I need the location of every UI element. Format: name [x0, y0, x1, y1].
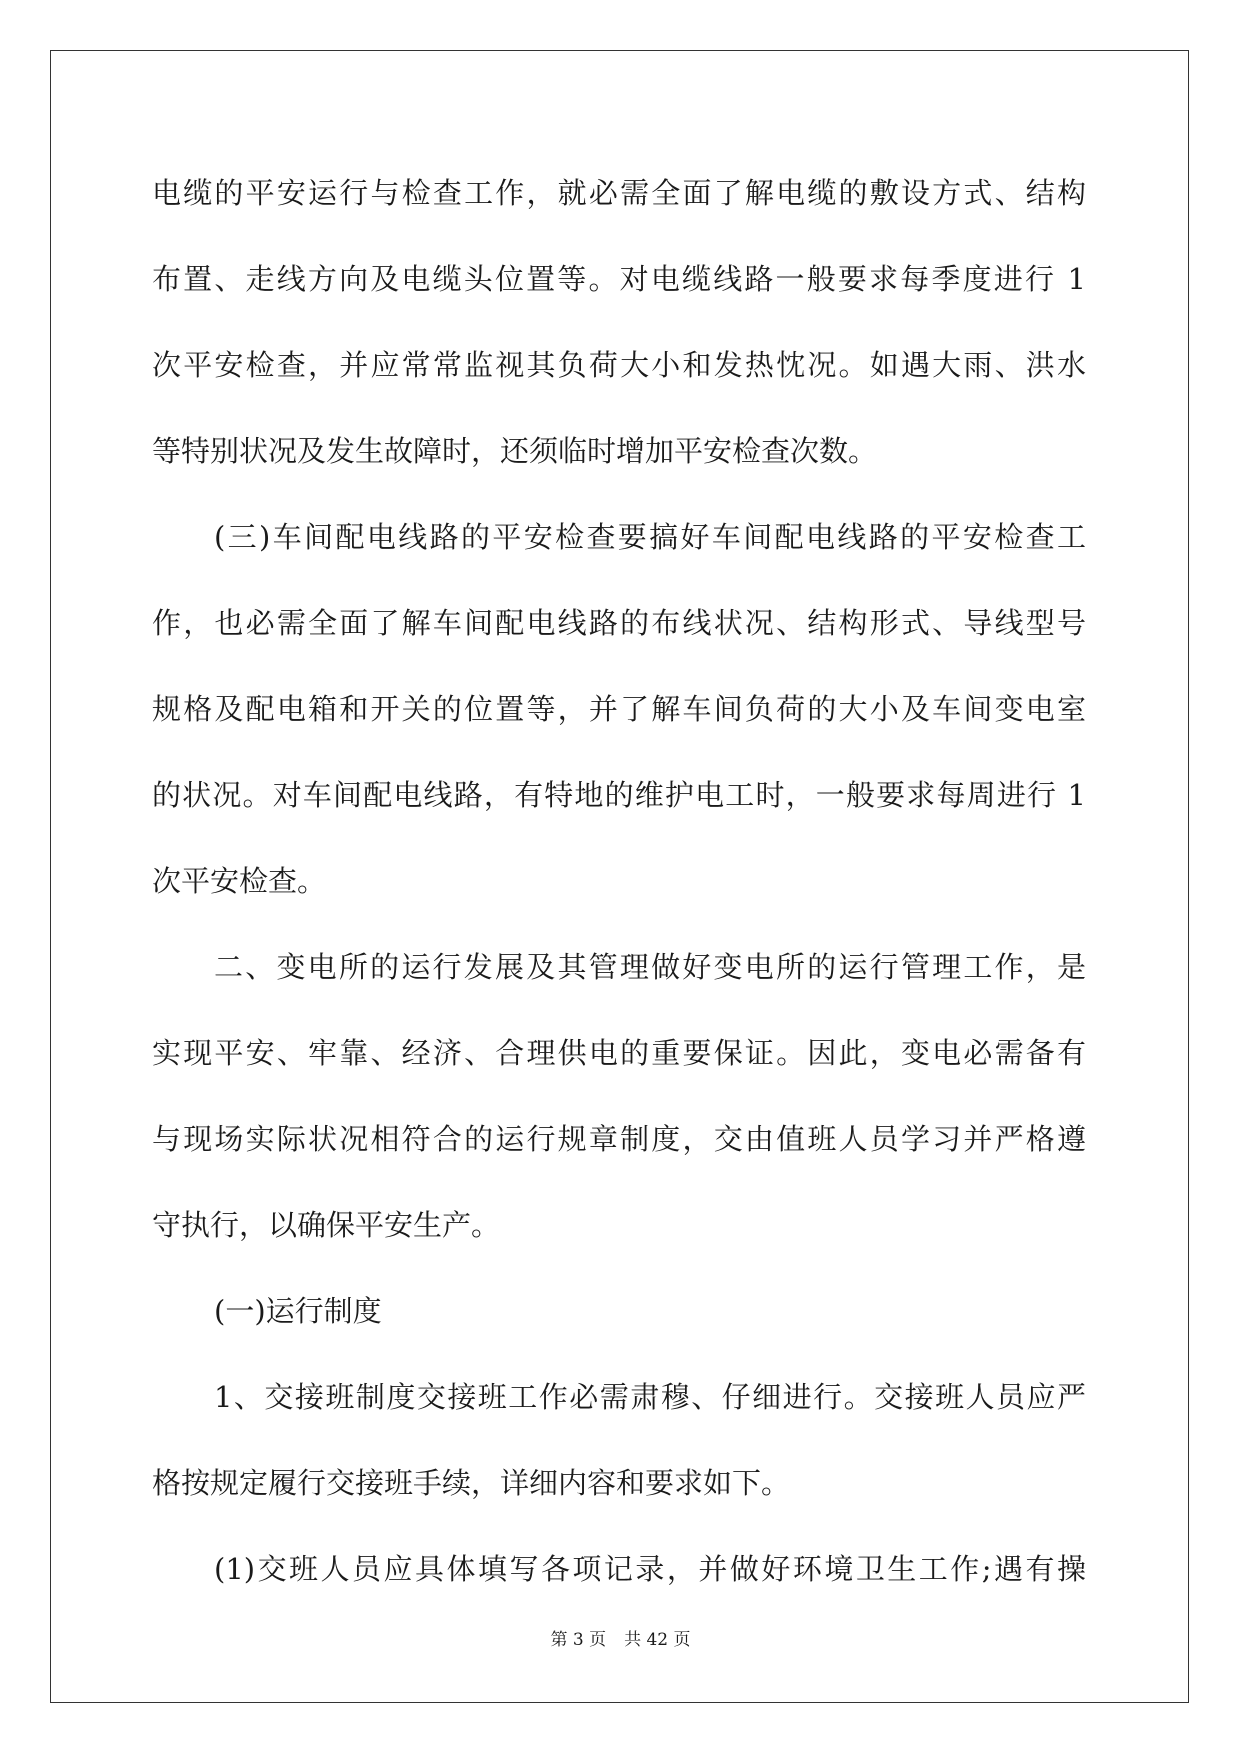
paragraph-line: 的状况。对车间配电线路，有特地的维护电工时，一般要求每周进行 1 — [152, 778, 1086, 812]
paragraph-line: 作，也必需全面了解车间配电线路的布线状况、结构形式、导线型号 — [152, 606, 1086, 640]
paragraph-line: 布置、走线方向及电缆头位置等。对电缆线路一般要求每季度进行 1 — [152, 262, 1086, 296]
paragraph-line: 二、变电所的运行发展及其管理做好变电所的运行管理工作，是 — [214, 950, 1086, 984]
paragraph-line: 次平安检查，并应常常监视其负荷大小和发热忱况。如遇大雨、洪水 — [152, 348, 1086, 382]
paragraph-line: 次平安检查。 — [152, 864, 327, 898]
paragraph-line: 格按规定履行交接班手续，详细内容和要求如下。 — [152, 1466, 791, 1500]
section-heading: (一)运行制度 — [214, 1294, 382, 1328]
paragraph-line: 规格及配电箱和开关的位置等，并了解车间负荷的大小及车间变电室 — [152, 692, 1086, 726]
document-body — [152, 165, 1086, 1627]
paragraph-line: (1)交班人员应具体填写各项记录，并做好环境卫生工作;遇有操 — [214, 1552, 1086, 1586]
page-total: 共 42 页 — [624, 1630, 691, 1650]
paragraph-line: 等特别状况及发生故障时，还须临时增加平安检查次数。 — [152, 434, 878, 468]
paragraph-line: 1、交接班制度交接班工作必需肃穆、仔细进行。交接班人员应严 — [214, 1380, 1086, 1414]
page-footer — [0, 1625, 1241, 1650]
paragraph-line: 电缆的平安运行与检查工作，就必需全面了解电缆的敷设方式、结构 — [152, 176, 1086, 210]
paragraph-line: 实现平安、牢靠、经济、合理供电的重要保证。因此，变电必需备有 — [152, 1036, 1086, 1070]
paragraph-line: 守执行，以确保平安生产。 — [152, 1208, 501, 1242]
page-number: 第 3 页 — [550, 1630, 607, 1650]
paragraph-line: 与现场实际状况相符合的运行规章制度，交由值班人员学习并严格遵 — [152, 1122, 1086, 1156]
paragraph-line: (三)车间配电线路的平安检查要搞好车间配电线路的平安检查工 — [214, 520, 1086, 554]
